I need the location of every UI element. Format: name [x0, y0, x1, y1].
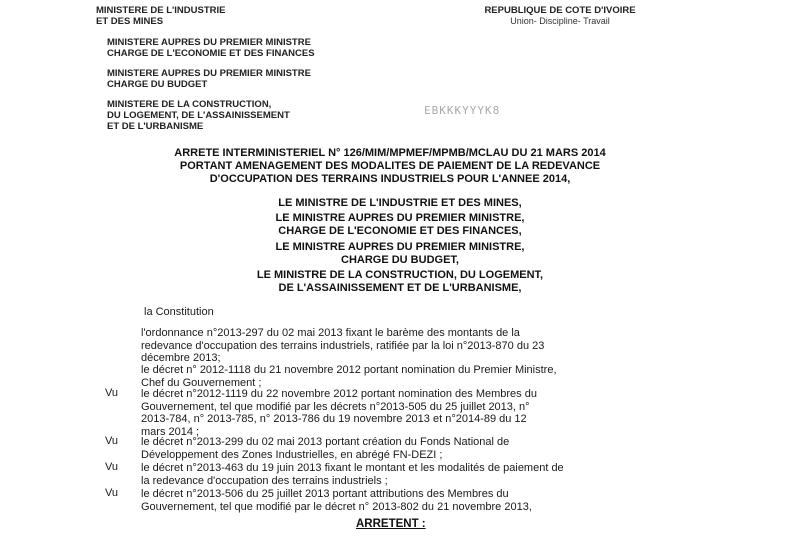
minister-line: DE L'ASSAINISSEMENT ET DE L'URBANISME,	[278, 282, 522, 294]
ministry-line: ET DE L'URBANISME	[107, 121, 204, 132]
ministry-line: DU LOGEMENT, DE L'ASSAINISSEMENT	[107, 110, 290, 121]
ministry-line: MINISTERE AUPRES DU PREMIER MINISTRE	[107, 68, 311, 79]
consideration-decret-fndezi	[141, 436, 665, 461]
minister-budget	[130, 241, 670, 267]
consideration-decret-membres	[141, 388, 665, 438]
minister-line: CHARGE DU BUDGET,	[341, 254, 459, 266]
minister-line: LE MINISTRE DE L'INDUSTRIE ET DES MINES,	[278, 197, 522, 209]
ministry-line: ET DES MINES	[96, 16, 164, 27]
consideration-constitution	[144, 306, 664, 319]
title-line: ARRETE INTERMINISTERIEL N° 126/MIM/MPMEF/MPMB/MCLAU DU 21 MARS 2014	[174, 147, 606, 159]
country-name: REPUBLIQUE DE COTE D'IVOIRE	[484, 5, 636, 16]
title-line: D'OCCUPATION DES TERRAINS INDUSTRIELS POUR L'ANNEE 2014,	[209, 173, 571, 185]
consideration-line: l'ordonnance n°2013-297 du 02 mai 2013 fixant le barème des montants de la	[141, 327, 520, 339]
consideration-line: Gouvernement, tel que modifié par le décret n° 2013-802 du 21 novembre 2013,	[141, 500, 532, 513]
vu-label: Vu	[105, 435, 119, 447]
title-line: PORTANT AMENAGEMENT DES MODALITES DE PAIEMENT DE LA REDEVANCE	[179, 160, 601, 172]
consideration-decret-premier-ministre	[141, 364, 665, 389]
ministry-block-budget	[107, 68, 367, 90]
consideration-line: le décret n°2012-1119 du 22 novembre 2012 portant nomination des Membres du	[141, 388, 537, 400]
consideration-line: 2013-784, n° 2013-785, n° 2013-786 du 19 novembre 2013 et n°2014-89 du 12	[141, 413, 527, 425]
minister-economy	[130, 212, 670, 238]
consideration-ordonnance	[141, 327, 665, 365]
consideration-line: Gouvernement, tel que modifié par les décrets n°2013-505 du 25 juillet 2013, n°	[141, 400, 530, 413]
consideration-line: le décret n°2013-463 du 19 juin 2013 fixant le montant et les modalités de paiement de	[141, 462, 564, 474]
minister-construction	[130, 269, 670, 295]
arretent-heading: ARRETENT :	[356, 518, 426, 530]
motto: Union- Discipline- Travail	[510, 16, 610, 26]
ministry-block-construction	[107, 99, 367, 132]
minister-line: LE MINISTRE AUPRES DU PREMIER MINISTRE,	[275, 241, 525, 253]
consideration-line: le décret n° 2012-1118 du 21 novembre 2012 portant nomination du Premier Ministre,	[141, 364, 557, 376]
ministry-line: MINISTERE DE LA CONSTRUCTION,	[107, 99, 272, 110]
republic-header	[460, 5, 660, 27]
vu-label: Vu	[105, 387, 119, 399]
registration-stamp: EBKKKYYYK8	[424, 104, 501, 117]
ministry-line: MINISTERE AUPRES DU PREMIER MINISTRE	[107, 37, 311, 48]
consideration-line: la Constitution	[144, 306, 214, 318]
ministry-line: CHARGE DE L'ECONOMIE ET DES FINANCES	[107, 48, 315, 59]
consideration-line: le décret n°2013-506 du 25 juillet 2013 portant attributions des Membres du	[141, 488, 509, 500]
consideration-line: Développement des Zones Industrielles, en abrégé FN-DEZI ;	[141, 448, 443, 461]
consideration-line: décembre 2013;	[141, 352, 221, 364]
consideration-line: redevance d'occupation des terrains industriels, ratifiée par la loi n°2013-870 du 23	[141, 339, 545, 352]
vu-label: Vu	[105, 487, 119, 499]
ministry-line: CHARGE DU BUDGET	[107, 79, 208, 90]
vu-label: Vu	[105, 461, 119, 473]
ministry-block-industry	[96, 5, 356, 27]
minister-line: LE MINISTRE DE LA CONSTRUCTION, DU LOGEMENT,	[256, 269, 544, 281]
decree-title	[100, 147, 680, 186]
consideration-line: Chef du Gouvernement ;	[141, 376, 262, 389]
ministry-line: MINISTERE DE L'INDUSTRIE	[96, 5, 226, 16]
ministry-block-economy	[107, 37, 377, 59]
consideration-decret-attributions	[141, 488, 665, 513]
consideration-line: mars 2014 ;	[141, 425, 200, 438]
consideration-decret-redevance	[141, 462, 665, 487]
consideration-line: la redevance d'occupation des terrains industriels ;	[141, 474, 388, 487]
minister-line: LE MINISTRE AUPRES DU PREMIER MINISTRE,	[275, 212, 525, 224]
consideration-line: le décret n°2013-299 du 02 mai 2013 portant création du Fonds National de	[141, 436, 510, 448]
minister-line: CHARGE DE L'ECONOMIE ET DES FINANCES,	[278, 225, 522, 237]
minister-industry	[130, 197, 670, 210]
